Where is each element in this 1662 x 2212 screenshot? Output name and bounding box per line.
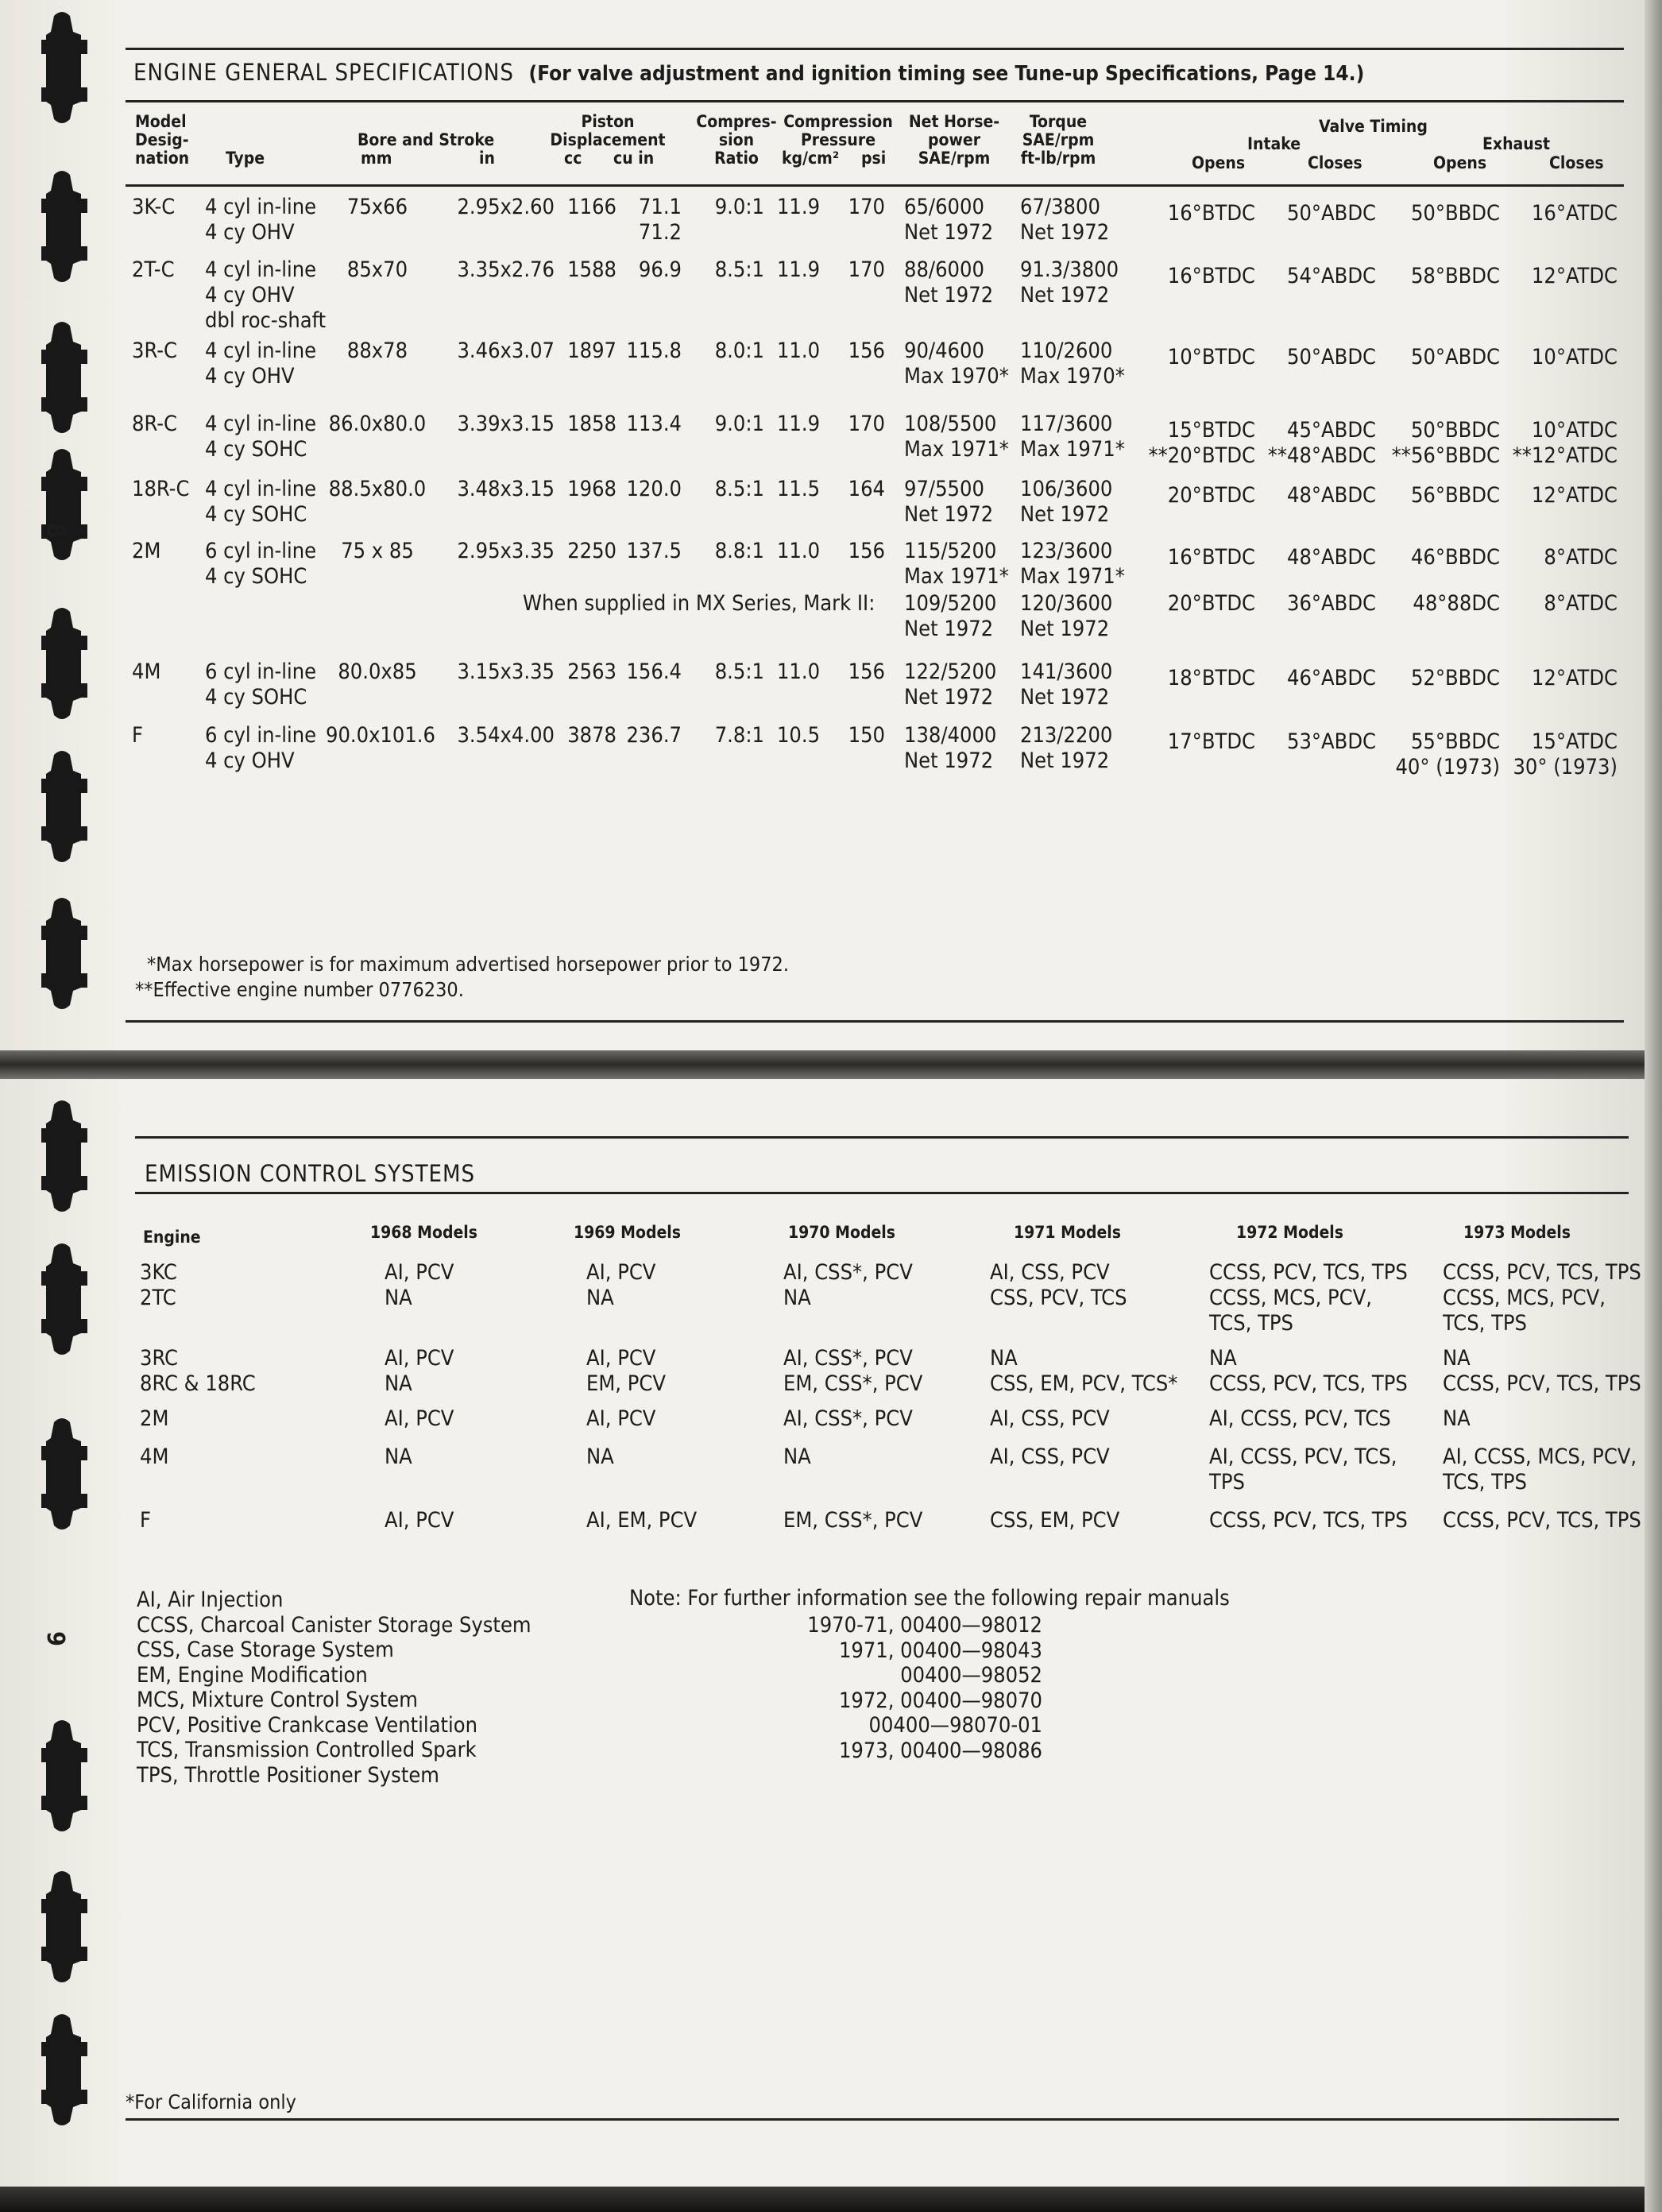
- col-intake-closes: Closes: [1308, 153, 1362, 172]
- engine-model: 18R-C: [132, 477, 190, 501]
- engine-ratio: 8.0:1: [714, 338, 764, 363]
- exhaust-opens: 46°BBDC: [1410, 545, 1500, 570]
- engine-type: 4 cyl in-line 4 cy OHV dbl roc-shaft: [205, 257, 327, 333]
- emission-m68: NA: [385, 1444, 412, 1469]
- emission-m68: AI, PCV NA: [385, 1260, 454, 1310]
- emission-header: 1969 Models: [574, 1223, 682, 1242]
- mx-intake-closes: 36°ABDC: [1287, 591, 1376, 616]
- engine-model: 3R-C: [132, 338, 177, 363]
- exhaust-closes: 16°ATDC: [1531, 201, 1618, 226]
- car-icon: [41, 449, 87, 560]
- engine-bore-in: 3.46x3.07: [457, 338, 555, 363]
- emission-engine: 2M: [140, 1406, 169, 1431]
- emission-m71: CSS, EM, PCV: [990, 1508, 1120, 1533]
- emission-m71: AI, CSS, PCV: [990, 1444, 1110, 1469]
- car-icon: [41, 12, 87, 123]
- engine-ratio: 9.0:1: [714, 195, 764, 219]
- engine-torque: 91.3/3800 Net 1972: [1020, 257, 1119, 307]
- engine-torque: 67/3800 Net 1972: [1020, 195, 1110, 245]
- emission-m73: AI, CCSS, MCS, PCV, TCS, TPS: [1443, 1444, 1637, 1495]
- repair-manual: 00400—98052: [900, 1663, 1042, 1688]
- engine-bore-mm: 88x78: [346, 338, 408, 363]
- col-bore-stroke: Bore and Stroke: [358, 130, 495, 149]
- engine-type: 6 cyl in-line 4 cy OHV: [205, 723, 317, 773]
- engine-cuin: 156.4: [626, 659, 682, 684]
- intake-closes: 48°ABDC: [1287, 545, 1376, 570]
- repair-manual: 1971, 00400—98043: [838, 1638, 1042, 1663]
- emission-m72: AI, CCSS, PCV, TCS, TPS: [1209, 1444, 1397, 1495]
- emission-m69: AI, PCV: [586, 1406, 656, 1431]
- intake-opens: 15°BTDC **20°BTDC: [1148, 418, 1255, 468]
- intake-closes: 50°ABDC: [1287, 345, 1376, 369]
- emission-m73: CCSS, PCV, TCS, TPS: [1443, 1508, 1641, 1533]
- emission-header: 1968 Models: [370, 1223, 478, 1242]
- car-icon: [41, 171, 87, 282]
- emission-bottom-rule: [126, 2118, 1619, 2121]
- engine-cc: 1858: [567, 412, 616, 436]
- legend-item: TPS, Throttle Positioner System: [137, 1762, 439, 1788]
- col-intake-opens: Opens: [1192, 153, 1246, 172]
- mx-horsepower: 109/5200 Net 1972: [904, 591, 997, 641]
- engine-spec-title: ENGINE GENERAL SPECIFICATIONS (For valve adjustment and ignition timing see Tune-up Specifications, Page 14.): [133, 59, 1365, 86]
- legend-item: AI, Air Injection: [137, 1587, 284, 1612]
- engine-bore-in: 3.39x3.15: [457, 412, 555, 436]
- engine-cuin: 71.1 71.2: [638, 195, 682, 245]
- engine-bore-mm: 85x70: [346, 257, 408, 282]
- emission-header: 1973 Models: [1463, 1223, 1571, 1242]
- col-exhaust-opens: Opens: [1433, 153, 1487, 172]
- engine-cc: 2563: [567, 659, 616, 684]
- engine-torque: 110/2600 Max 1970*: [1020, 338, 1125, 389]
- engine-psi: 150: [848, 723, 885, 748]
- exhaust-closes: 12°ATDC: [1531, 264, 1618, 288]
- engine-type: 4 cyl in-line 4 cy OHV: [205, 195, 317, 245]
- engine-psi: 156: [848, 338, 885, 363]
- emission-engine: 3RC 8RC & 18RC: [140, 1346, 256, 1396]
- engine-kg: 11.9: [776, 195, 821, 219]
- emission-m72: CCSS, PCV, TCS, TPS CCSS, MCS, PCV, TCS, TPS: [1209, 1260, 1408, 1336]
- engine-type: 4 cyl in-line 4 cy OHV: [205, 338, 317, 389]
- emission-m70: NA: [783, 1444, 811, 1469]
- exhaust-closes: 15°ATDC 30° (1973): [1513, 729, 1618, 779]
- california-footnote: *For California only: [126, 2090, 296, 2113]
- engine-type: 6 cyl in-line 4 cy SOHC: [205, 659, 317, 710]
- engine-horsepower: 108/5500 Max 1971*: [904, 412, 1009, 462]
- emission-m69: NA: [586, 1444, 614, 1469]
- col-valve-timing: Valve Timing: [1319, 117, 1428, 136]
- emission-m71: NA CSS, EM, PCV, TCS*: [990, 1346, 1178, 1396]
- engine-ratio: 8.8:1: [714, 539, 764, 563]
- engine-bore-mm: 75 x 85: [341, 539, 414, 563]
- emission-m69: AI, EM, PCV: [586, 1508, 698, 1533]
- mx-series-label: When supplied in MX Series, Mark II:: [523, 591, 875, 616]
- engine-psi: 170: [848, 195, 885, 219]
- engine-bottom-rule: [126, 1020, 1624, 1023]
- engine-kg: 11.0: [776, 539, 821, 563]
- emission-engine: 3KC 2TC: [140, 1260, 177, 1310]
- engine-bore-in: 2.95x3.35: [457, 539, 555, 563]
- car-icon: [41, 1100, 87, 1212]
- emission-m69: AI, PCV NA: [586, 1260, 656, 1310]
- exhaust-opens: 50°BBDC **56°BBDC: [1391, 418, 1500, 468]
- intake-closes: 54°ABDC: [1287, 264, 1376, 288]
- engine-bore-in: 3.35x2.76: [457, 257, 555, 282]
- exhaust-opens: 56°BBDC: [1410, 483, 1500, 508]
- engine-ratio: 7.8:1: [714, 723, 764, 748]
- intake-opens: 16°BTDC: [1167, 201, 1255, 226]
- engine-horsepower: 90/4600 Max 1970*: [904, 338, 1009, 389]
- emission-m73: NA CCSS, PCV, TCS, TPS: [1443, 1346, 1641, 1396]
- engine-kg: 10.5: [776, 723, 821, 748]
- emission-m72: AI, CCSS, PCV, TCS: [1209, 1406, 1391, 1431]
- repair-manual: 1970-71, 00400—98012: [807, 1613, 1042, 1638]
- emission-m68: AI, PCV: [385, 1406, 454, 1431]
- engine-model: 2M: [132, 539, 161, 563]
- mx-exhaust-closes: 8°ATDC: [1544, 591, 1618, 616]
- engine-bore-in: 3.48x3.15: [457, 477, 555, 501]
- col-pressure: Compression Pressure: [783, 112, 893, 149]
- mx-intake-opens: 20°BTDC: [1167, 591, 1255, 616]
- engine-type: 4 cyl in-line 4 cy SOHC: [205, 412, 317, 462]
- engine-cuin: 113.4: [626, 412, 682, 436]
- engine-cuin: 120.0: [626, 477, 682, 501]
- intake-closes: 53°ABDC: [1287, 729, 1376, 754]
- engine-kg: 11.0: [776, 338, 821, 363]
- book-edge: [0, 2187, 1662, 2212]
- car-icon: [41, 608, 87, 719]
- exhaust-closes: 10°ATDC: [1531, 345, 1618, 369]
- emission-engine: F: [140, 1508, 151, 1533]
- engine-cuin: 236.7: [626, 723, 682, 748]
- col-exhaust: Exhaust: [1482, 134, 1551, 153]
- emission-m70: AI, CSS*, PCV: [783, 1406, 913, 1431]
- header-bottom-rule: [126, 184, 1624, 187]
- col-mm: mm: [361, 149, 392, 168]
- engine-bore-mm: 90.0x101.6: [326, 723, 435, 748]
- exhaust-opens: 58°BBDC: [1410, 264, 1500, 288]
- engine-torque: 117/3600 Max 1971*: [1020, 412, 1125, 462]
- col-model: Model Desig- nation: [135, 112, 190, 168]
- car-icon: [41, 1871, 87, 1982]
- engine-model: F: [132, 723, 143, 748]
- engine-torque: 141/3600 Net 1972: [1020, 659, 1113, 710]
- exhaust-closes: 8°ATDC: [1544, 545, 1618, 570]
- engine-torque: 213/2200 Net 1972: [1020, 723, 1113, 773]
- engine-footnote-1: *Max horsepower is for maximum advertised horsepower prior to 1972.: [147, 953, 789, 976]
- emission-top-rule: [135, 1136, 1629, 1139]
- book-gutter: [0, 1050, 1662, 1079]
- col-intake: Intake: [1247, 134, 1301, 153]
- intake-opens: 16°BTDC: [1167, 264, 1255, 288]
- engine-psi: 170: [848, 412, 885, 436]
- repair-manual: 00400—98070-01: [868, 1713, 1042, 1738]
- col-cuin: cu in: [613, 149, 655, 168]
- engine-horsepower: 115/5200 Max 1971*: [904, 539, 1009, 589]
- engine-cuin: 96.9: [638, 257, 682, 282]
- page-number-9: 9: [41, 1631, 69, 1646]
- emission-m69: AI, PCV EM, PCV: [586, 1346, 666, 1396]
- intake-opens: 17°BTDC: [1167, 729, 1255, 754]
- engine-bore-mm: 86.0x80.0: [328, 412, 427, 436]
- intake-closes: 50°ABDC: [1287, 201, 1376, 226]
- intake-closes: 45°ABDC **48°ABDC: [1267, 418, 1376, 468]
- engine-psi: 164: [848, 477, 885, 501]
- engine-kg: 11.9: [776, 412, 821, 436]
- page-number-8: 8: [41, 523, 69, 538]
- legend-item: MCS, Mixture Control System: [137, 1688, 418, 1712]
- col-exhaust-closes: Closes: [1549, 153, 1604, 172]
- engine-model: 3K-C: [132, 195, 176, 219]
- engine-cc: 1968: [567, 477, 616, 501]
- page-edge: [1645, 0, 1662, 2212]
- exhaust-opens: 50°BBDC: [1410, 201, 1500, 226]
- exhaust-closes: 12°ATDC: [1531, 483, 1618, 508]
- emission-m70: AI, CSS*, PCV NA: [783, 1260, 913, 1310]
- mx-torque: 120/3600 Net 1972: [1020, 591, 1113, 641]
- engine-ratio: 8.5:1: [714, 257, 764, 282]
- top-rule: [126, 48, 1624, 50]
- legend-item: CCSS, Charcoal Canister Storage System: [137, 1612, 531, 1638]
- emission-m68: AI, PCV NA: [385, 1346, 454, 1396]
- legend-item: TCS, Transmission Controlled Spark: [137, 1738, 477, 1762]
- intake-opens: 10°BTDC: [1167, 345, 1255, 369]
- engine-ratio: 8.5:1: [714, 659, 764, 684]
- engine-kg: 11.9: [776, 257, 821, 282]
- header-top-rule: [126, 100, 1624, 102]
- engine-cc: 3878: [567, 723, 616, 748]
- intake-closes: 48°ABDC: [1287, 483, 1376, 508]
- engine-torque: 106/3600 Net 1972: [1020, 477, 1113, 527]
- emission-m72: NA CCSS, PCV, TCS, TPS: [1209, 1346, 1408, 1396]
- car-icon: [41, 2014, 87, 2125]
- engine-cc: 2250: [567, 539, 616, 563]
- car-icon: [41, 322, 87, 433]
- engine-type: 6 cyl in-line 4 cy SOHC: [205, 539, 317, 589]
- intake-closes: 46°ABDC: [1287, 666, 1376, 690]
- emission-m71: AI, CSS, PCV CSS, PCV, TCS: [990, 1260, 1127, 1310]
- col-in: in: [479, 149, 495, 168]
- emission-title: EMISSION CONTROL SYSTEMS: [145, 1160, 476, 1187]
- intake-opens: 16°BTDC: [1167, 545, 1255, 570]
- engine-cc: 1588: [567, 257, 616, 282]
- intake-opens: 18°BTDC: [1167, 666, 1255, 690]
- col-piston: Piston Displacement: [550, 112, 666, 149]
- engine-ratio: 8.5:1: [714, 477, 764, 501]
- engine-bore-mm: 80.0x85: [338, 659, 417, 684]
- exhaust-closes: 12°ATDC: [1531, 666, 1618, 690]
- engine-ratio: 9.0:1: [714, 412, 764, 436]
- col-horsepower: Net Horse- power SAE/rpm: [908, 112, 1000, 168]
- engine-horsepower: 122/5200 Net 1972: [904, 659, 997, 710]
- engine-horsepower: 65/6000 Net 1972: [904, 195, 994, 245]
- emission-m70: AI, CSS*, PCV EM, CSS*, PCV: [783, 1346, 923, 1396]
- col-cc: cc: [564, 149, 582, 168]
- emission-m68: AI, PCV: [385, 1508, 454, 1533]
- engine-footnote-2: **Effective engine number 0776230.: [135, 978, 464, 1001]
- emission-header-rule: [135, 1192, 1629, 1194]
- emission-header: 1972 Models: [1236, 1223, 1344, 1242]
- emission-m71: AI, CSS, PCV: [990, 1406, 1110, 1431]
- car-icon: [41, 1243, 87, 1355]
- engine-psi: 156: [848, 659, 885, 684]
- col-torque: Torque SAE/rpm ft-lb/rpm: [1020, 112, 1096, 168]
- car-icon: [41, 898, 87, 1009]
- legend-item: PCV, Positive Crankcase Ventilation: [137, 1712, 478, 1738]
- engine-cuin: 115.8: [626, 338, 682, 363]
- engine-kg: 11.0: [776, 659, 821, 684]
- repair-manual-note: Note: For further information see the following repair manuals: [629, 1586, 1230, 1611]
- engine-horsepower: 138/4000 Net 1972: [904, 723, 997, 773]
- engine-cuin: 137.5: [626, 539, 682, 563]
- engine-model: 4M: [132, 659, 161, 684]
- exhaust-opens: 50°ABDC: [1411, 345, 1500, 369]
- engine-bore-mm: 88.5x80.0: [328, 477, 427, 501]
- col-compression-ratio: Compres- sion Ratio: [696, 112, 777, 168]
- repair-manual: 1972, 00400—98070: [838, 1688, 1042, 1713]
- engine-cc: 1897: [567, 338, 616, 363]
- car-margin-icons: [32, 0, 95, 2212]
- col-kg: kg/cm²: [782, 149, 840, 168]
- intake-opens: 20°BTDC: [1167, 483, 1255, 508]
- col-type: Type: [226, 149, 265, 168]
- exhaust-closes: 10°ATDC **12°ATDC: [1512, 418, 1618, 468]
- emission-m70: EM, CSS*, PCV: [783, 1508, 923, 1533]
- engine-horsepower: 88/6000 Net 1972: [904, 257, 994, 307]
- legend-item: EM, Engine Modification: [137, 1662, 368, 1688]
- engine-psi: 170: [848, 257, 885, 282]
- emission-m73: CCSS, PCV, TCS, TPS CCSS, MCS, PCV, TCS, TPS: [1443, 1260, 1641, 1336]
- engine-model: 8R-C: [132, 412, 177, 436]
- repair-manual: 1973, 00400—98086: [838, 1738, 1042, 1763]
- engine-bore-in: 2.95x2.60: [457, 195, 555, 219]
- car-icon: [41, 751, 87, 862]
- engine-bore-in: 3.54x4.00: [457, 723, 555, 748]
- exhaust-opens: 55°BBDC 40° (1973): [1395, 729, 1500, 779]
- engine-bore-mm: 75x66: [346, 195, 408, 219]
- legend-item: CSS, Case Storage System: [137, 1638, 394, 1662]
- engine-kg: 11.5: [776, 477, 821, 501]
- car-icon: [41, 1720, 87, 1831]
- engine-bore-in: 3.15x3.35: [457, 659, 555, 684]
- col-psi: psi: [861, 149, 887, 168]
- engine-psi: 156: [848, 539, 885, 563]
- exhaust-opens: 52°BBDC: [1410, 666, 1500, 690]
- engine-torque: 123/3600 Max 1971*: [1020, 539, 1125, 589]
- emission-m73: NA: [1443, 1406, 1471, 1431]
- engine-horsepower: 97/5500 Net 1972: [904, 477, 994, 527]
- emission-header: 1971 Models: [1014, 1223, 1122, 1242]
- emission-engine: 4M: [140, 1444, 169, 1469]
- emission-m72: CCSS, PCV, TCS, TPS: [1209, 1508, 1408, 1533]
- car-icon: [41, 1418, 87, 1529]
- engine-cc: 1166: [567, 195, 616, 219]
- mx-exhaust-opens: 48°88DC: [1413, 591, 1500, 616]
- engine-type: 4 cyl in-line 4 cy SOHC: [205, 477, 317, 527]
- emission-header: 1970 Models: [788, 1223, 896, 1242]
- engine-model: 2T-C: [132, 257, 175, 282]
- emission-header: Engine: [143, 1228, 201, 1247]
